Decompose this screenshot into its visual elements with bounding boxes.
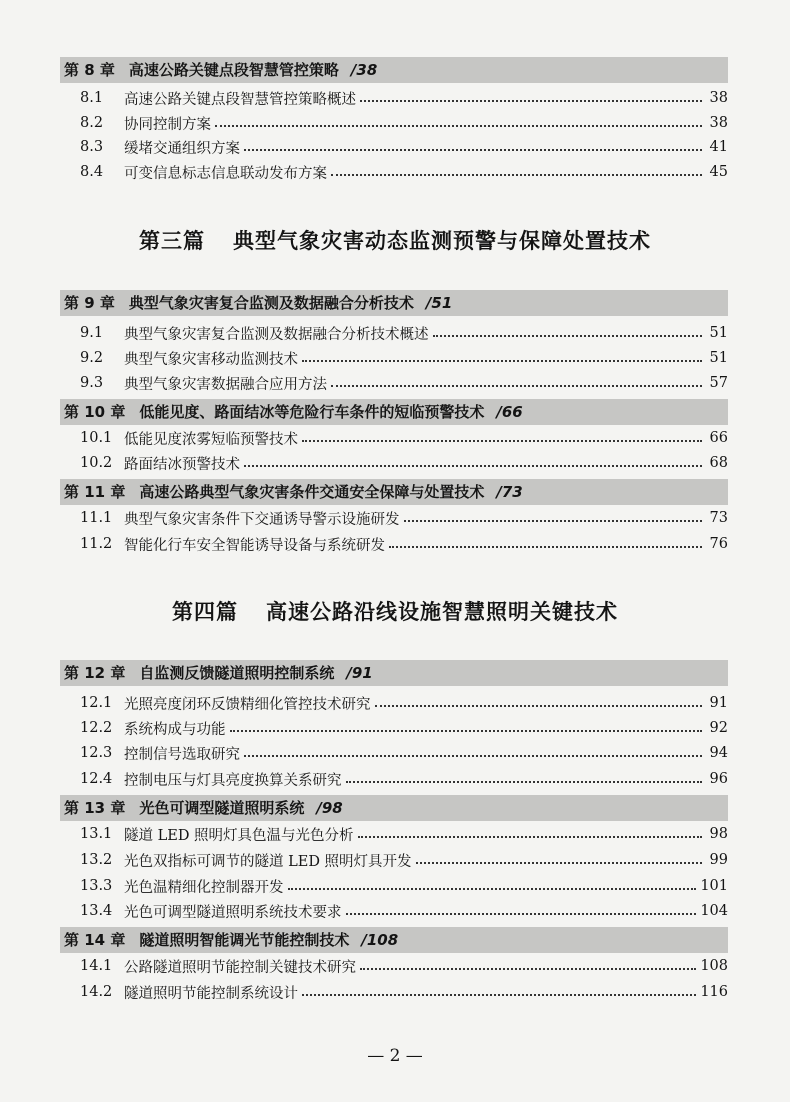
dot-leader: [389, 546, 702, 548]
chapter-page: /66: [496, 403, 523, 421]
part-label: 第三篇: [139, 229, 205, 253]
section-page: 101: [700, 878, 728, 894]
dot-leader: [244, 149, 702, 151]
section-page: 57: [709, 375, 728, 391]
toc-entry[interactable]: [80, 766, 728, 792]
chapter-heading[interactable]: [60, 479, 728, 505]
section-page: 66: [709, 430, 728, 446]
part-heading: [0, 596, 790, 626]
toc-entry[interactable]: [80, 898, 728, 924]
dot-leader: [302, 360, 702, 362]
chapter-heading[interactable]: [60, 927, 728, 953]
dot-leader: [302, 994, 696, 996]
section-number: 12.2: [80, 720, 113, 736]
section-title: 低能见度浓雾短临预警技术: [124, 431, 298, 448]
toc-entry[interactable]: [80, 134, 728, 160]
toc-entry[interactable]: [80, 370, 728, 396]
section-title: 系统构成与功能: [124, 721, 226, 738]
chapter-heading[interactable]: [60, 660, 728, 686]
section-number: 9.1: [80, 325, 104, 341]
section-title: 光色温精细化控制器开发: [124, 879, 284, 896]
dot-leader: [331, 174, 702, 176]
toc-entry[interactable]: [80, 821, 728, 847]
section-page: 41: [709, 139, 728, 155]
page-number: — 2 —: [367, 1046, 423, 1066]
section-page: 92: [709, 720, 728, 736]
section-title: 光色可调型隧道照明系统技术要求: [124, 904, 342, 921]
section-number: 12.1: [80, 695, 113, 711]
section-page: 99: [709, 852, 728, 868]
part-title: 典型气象灾害动态监测预警与保障处置技术: [233, 229, 651, 253]
section-title: 光色双指标可调节的隧道 LED 照明灯具开发: [124, 853, 412, 870]
toc-entry[interactable]: [80, 85, 728, 111]
section-number: 8.2: [80, 115, 104, 131]
section-page: 96: [709, 771, 728, 787]
chapter-title: 隧道照明智能调光节能控制技术: [139, 931, 350, 949]
dot-leader: [433, 335, 703, 337]
section-title: 光照亮度闭环反馈精细化管控技术研究: [124, 696, 371, 713]
chapter-heading[interactable]: [60, 57, 728, 83]
section-page: 91: [709, 695, 728, 711]
section-number: 10.1: [80, 430, 113, 446]
toc-entry[interactable]: [80, 953, 728, 979]
dot-leader: [302, 440, 702, 442]
section-title: 协同控制方案: [124, 116, 211, 133]
section-number: 9.2: [80, 350, 104, 366]
dot-leader: [416, 862, 702, 864]
dot-leader: [360, 968, 696, 970]
section-number: 11.1: [80, 510, 113, 526]
section-page: 76: [709, 536, 728, 552]
section-number: 8.4: [80, 164, 104, 180]
section-page: 51: [709, 325, 728, 341]
chapter-page: /51: [425, 294, 453, 312]
toc-entry[interactable]: [80, 690, 728, 716]
dot-leader: [346, 913, 697, 915]
section-title: 公路隧道照明节能控制关键技术研究: [124, 959, 356, 976]
chapter-title: 典型气象灾害复合监测及数据融合分析技术: [128, 294, 414, 312]
dot-leader: [360, 100, 702, 102]
section-title: 隧道照明节能控制系统设计: [124, 985, 298, 1002]
toc-entry[interactable]: [80, 320, 728, 346]
chapter-number: 第 12 章: [64, 664, 126, 682]
chapter-number: 第 11 章: [64, 483, 126, 501]
section-number: 13.2: [80, 852, 113, 868]
chapter-title: 低能见度、路面结冰等危险行车条件的短临预警技术: [139, 403, 485, 421]
section-number: 9.3: [80, 375, 104, 391]
chapter-heading[interactable]: [60, 795, 728, 821]
toc-entry[interactable]: [80, 873, 728, 899]
section-page: 104: [700, 903, 728, 919]
chapter-title: 高速公路关键点段智慧管控策略: [128, 61, 339, 79]
dot-leader: [230, 730, 703, 732]
dot-leader: [288, 888, 697, 890]
chapter-page: /91: [346, 664, 373, 682]
toc-entry[interactable]: [80, 450, 728, 476]
section-page: 94: [709, 745, 728, 761]
toc-entry[interactable]: [80, 159, 728, 185]
chapter-number: 第 10 章: [64, 403, 126, 421]
section-title: 可变信息标志信息联动发布方案: [124, 165, 327, 182]
chapter-page: /73: [496, 483, 523, 501]
section-title: 典型气象灾害复合监测及数据融合分析技术概述: [124, 326, 429, 343]
toc-entry[interactable]: [80, 847, 728, 873]
section-page: 45: [709, 164, 728, 180]
chapter-page: /98: [316, 799, 343, 817]
chapter-number: 第 14 章: [64, 931, 126, 949]
section-title: 典型气象灾害移动监测技术: [124, 351, 298, 368]
section-page: 108: [700, 958, 728, 974]
section-title: 控制信号选取研究: [124, 746, 240, 763]
dot-leader: [404, 520, 703, 522]
dot-leader: [375, 705, 703, 707]
section-page: 38: [709, 115, 728, 131]
section-title: 典型气象灾害条件下交通诱导警示设施研发: [124, 511, 400, 528]
toc-entry[interactable]: [80, 110, 728, 136]
toc-entry[interactable]: [80, 715, 728, 741]
chapter-heading[interactable]: [60, 399, 728, 425]
toc-entry[interactable]: [80, 505, 728, 531]
toc-entry[interactable]: [80, 531, 728, 557]
dot-leader: [346, 781, 703, 783]
dot-leader: [215, 125, 702, 127]
toc-entry[interactable]: [80, 345, 728, 371]
chapter-number: 第 8 章: [64, 61, 115, 79]
section-number: 8.1: [80, 90, 104, 106]
dot-leader: [331, 385, 702, 387]
section-number: 8.3: [80, 139, 104, 155]
section-number: 12.3: [80, 745, 113, 761]
chapter-heading[interactable]: [60, 290, 728, 316]
toc-entry[interactable]: [80, 740, 728, 766]
part-label: 第四篇: [172, 600, 238, 624]
section-title: 典型气象灾害数据融合应用方法: [124, 376, 327, 393]
section-page: 98: [709, 826, 728, 842]
section-page: 38: [709, 90, 728, 106]
part-heading: [0, 225, 790, 255]
section-number: 10.2: [80, 455, 113, 471]
section-page: 68: [709, 455, 728, 471]
section-number: 14.1: [80, 958, 113, 974]
chapter-number: 第 13 章: [64, 799, 126, 817]
section-number: 11.2: [80, 536, 113, 552]
section-number: 13.3: [80, 878, 113, 894]
toc-entry[interactable]: [80, 425, 728, 451]
section-title: 缓堵交通组织方案: [124, 140, 240, 157]
dot-leader: [358, 836, 702, 838]
section-page: 116: [700, 984, 728, 1000]
chapter-title: 自监测反馈隧道照明控制系统: [139, 664, 335, 682]
section-title: 隧道 LED 照明灯具色温与光色分析: [124, 827, 354, 844]
section-number: 14.2: [80, 984, 113, 1000]
part-title: 高速公路沿线设施智慧照明关键技术: [266, 600, 618, 624]
section-title: 高速公路关键点段智慧管控策略概述: [124, 91, 356, 108]
toc-entry[interactable]: [80, 979, 728, 1005]
section-title: 控制电压与灯具亮度换算关系研究: [124, 772, 342, 789]
section-title: 智能化行车安全智能诱导设备与系统研发: [124, 537, 385, 554]
section-title: 路面结冰预警技术: [124, 456, 240, 473]
section-number: 13.1: [80, 826, 113, 842]
chapter-page: /108: [361, 931, 399, 949]
chapter-number: 第 9 章: [64, 294, 115, 312]
section-page: 51: [709, 350, 728, 366]
chapter-title: 高速公路典型气象灾害条件交通安全保障与处置技术: [139, 483, 485, 501]
dot-leader: [244, 465, 702, 467]
dot-leader: [244, 755, 702, 757]
section-number: 13.4: [80, 903, 113, 919]
chapter-title: 光色可调型隧道照明系统: [139, 799, 305, 817]
section-page: 73: [709, 510, 728, 526]
section-number: 12.4: [80, 771, 113, 787]
chapter-page: /38: [350, 61, 378, 79]
